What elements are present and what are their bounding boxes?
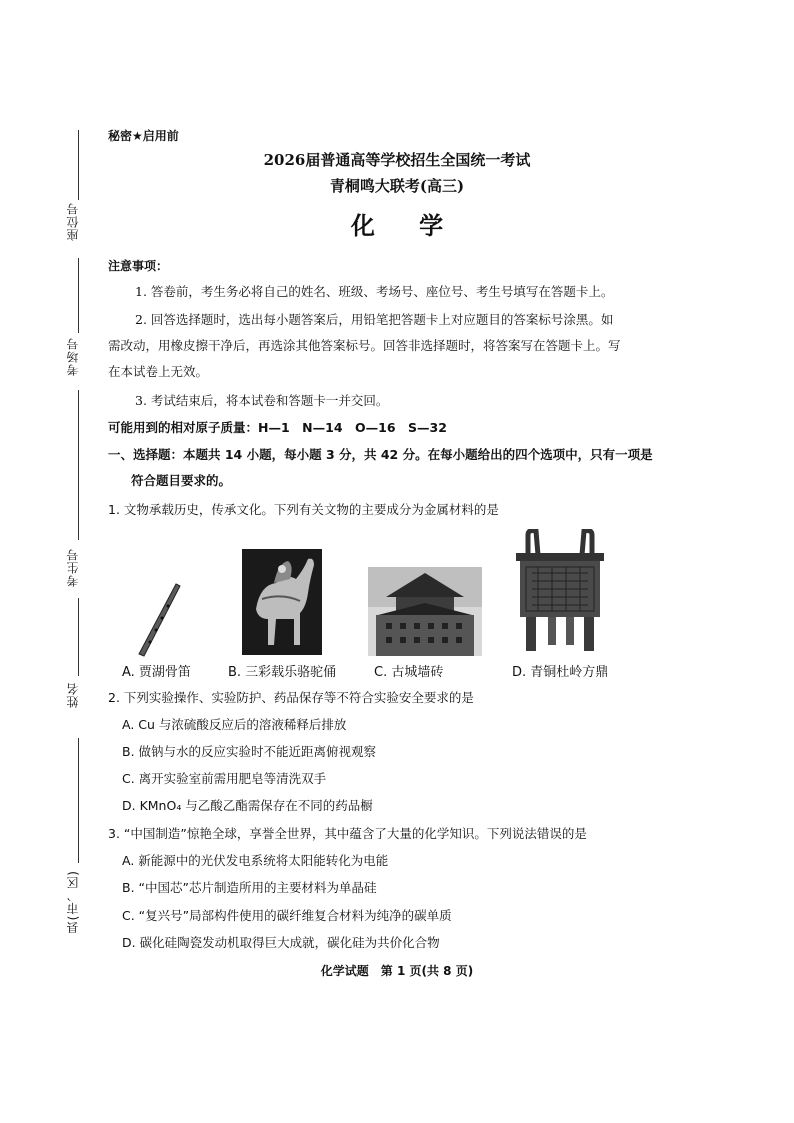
q2-option-a: A. Cu 与浓硫酸反应后的溶液稀释后排放 (122, 717, 347, 732)
q3-option-d: D. 碳化硅陶瓷发动机取得巨大成就，碳化硅为共价化合物 (122, 935, 440, 950)
q3-option-c: C. “复兴号”局部构件使用的碳纤维复合材料为纯净的碳单质 (122, 908, 452, 923)
atomic-mass-line: 可能用到的相对原子质量：H—1 N—14 O—16 S—32 (108, 420, 447, 435)
q2-option-c: C. 离开实验室前需用肥皂等清洗双手 (122, 771, 327, 786)
q3-option-a: A. 新能源中的光伏发电系统将太阳能转化为电能 (122, 853, 389, 868)
margin-line (78, 738, 79, 863)
question-2-stem: 2. 下列实验操作、实验防护、药品保存等不符合实验安全要求的是 (108, 690, 474, 705)
name-label: 姓名 (66, 682, 80, 708)
county-label: 县(市、区) (66, 870, 80, 934)
q2-option-d: D. KMnO₄ 与乙酸乙酯需保存在不同的药品橱 (122, 798, 373, 813)
q1-option-b: B. 三彩载乐骆驼俑 (228, 665, 337, 680)
notice-heading: 注意事项： (108, 259, 169, 273)
notice-item-2-cont: 需改动，用橡皮擦干净后，再选涂其他答案标号。回答非选择题时，将答案写在答题卡上。写 (108, 338, 621, 353)
margin-line (78, 390, 79, 540)
notice-item-2: 2. 回答选择题时，选出每小题答案后，用铅笔把答题卡上对应题目的答案标号涂黑。如 (135, 312, 614, 327)
section-heading-cont: 符合题目要求的。 (131, 473, 232, 488)
notice-item-1: 1. 答卷前，考生务必将自己的姓名、班级、考场号、座位号、考生号填写在答题卡上。 (135, 284, 614, 299)
question-3-stem: 3. “中国制造”惊艳全球，享誉全世界，其中蕴含了大量的化学知识。下列说法错误的是 (108, 826, 587, 841)
city-wall-image (368, 567, 482, 656)
notice-item-3: 3. 考试结束后，将本试卷和答题卡一并交回。 (135, 393, 389, 408)
question-1-stem: 1. 文物承载历史，传承文化。下列有关文物的主要成分为金属材料的是 (108, 502, 499, 517)
room-label: 考场号 (66, 337, 80, 376)
bronze-ding-image (508, 529, 612, 657)
q1-option-c: C. 古城墙砖 (374, 665, 444, 680)
exam-number-label: 考生号 (66, 548, 80, 587)
page-footer: 化学试题 第 1 页(共 8 页) (320, 964, 474, 978)
q2-option-b: B. 做钠与水的反应实验时不能近距离俯视观察 (122, 744, 377, 759)
q1-option-a: A. 贾湖骨笛 (122, 665, 191, 680)
seat-label: 座位号 (66, 202, 80, 241)
q1-option-d: D. 青铜杜岭方鼎 (512, 665, 609, 680)
margin-line (78, 258, 79, 333)
margin-line (78, 598, 79, 676)
section-heading: 一、选择题：本题共 14 小题，每小题 3 分，共 42 分。在每小题给出的四个选项中，只有一项是 (108, 447, 653, 462)
subject-title: 化 学 (350, 211, 462, 240)
q3-option-b: B. “中国芯”芯片制造所用的主要材料为单晶硅 (122, 880, 377, 895)
exam-subtitle: 青桐鸣大联考(高三) (329, 177, 465, 195)
camel-figurine-image (242, 549, 322, 655)
confidential-mark: 秘密★启用前 (108, 129, 179, 143)
exam-title: 2026届普通高等学校招生全国统一考试 (263, 151, 531, 169)
notice-item-2-cont: 在本试卷上无效。 (108, 364, 209, 379)
bone-flute-image (130, 580, 190, 660)
